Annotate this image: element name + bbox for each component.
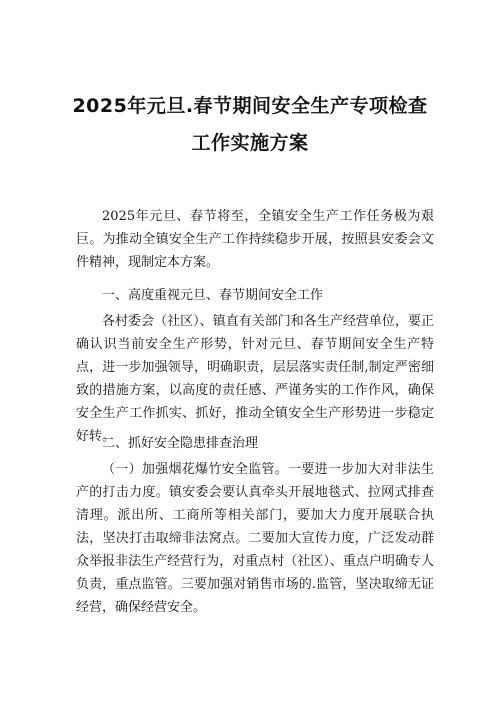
section-paragraph-1: 各村委会（社区）、镇直有关部门和各生产经营单位，要正确认识当前安全生产形势，针对元旦、春节期间安全生产特点，进一步加强领导，明确职责，层层落实责任制,制定严密细致的措施方案，以高度的责任感、严谨务实的工作作风，确保安全生产工作抓实、抓好，推动全镇安全生产形势进一步稳定好转。 (76, 314, 434, 444)
document-title-line-2: 工作实施方案 (191, 132, 309, 154)
section-paragraph-2: （一）加强烟花爆竹安全监管。一要进一步加大对非法生产的打击力度。镇安委会要认真牵头开展地毯式、拉网式排查清理。派出所、工商所等相关部门，要加大力度开展联合执法，坚决打击取缔非法窝点。二要加大宣传力度，广泛发动群众举报非法生产经营行为，对重点村（社区）、重点户明确专人负责，重点监管。三要加强对销售市场的.监管，坚决取缔无证经营，确保经营安全。 (76, 462, 434, 615)
section-heading-2: 二、抓好安全隐患排查治理 (102, 436, 259, 451)
section-heading-1: 一、高度重视元旦、春节期间安全工作 (102, 288, 324, 303)
document-title-line-1: 2025年元旦.春节期间安全生产专项检查 (72, 95, 428, 117)
intro-paragraph: 2025年元旦、春节将至，全镇安全生产工作任务极为艰巨。为推动全镇安全生产工作持续稳步开展，按照县安委会文件精神，现制定本方案。 (76, 209, 434, 270)
